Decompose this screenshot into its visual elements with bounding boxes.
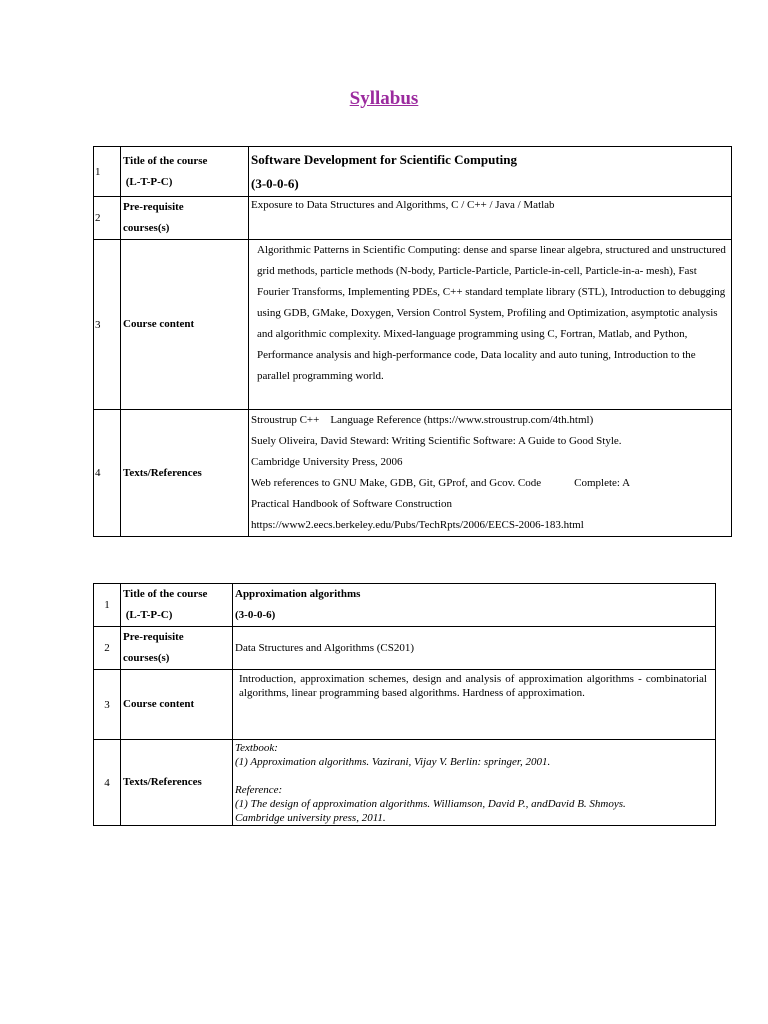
course-table-2 [93, 583, 716, 826]
references [233, 740, 716, 826]
prerequisite-value: Data Structures and Algorithms (CS201) [233, 627, 716, 670]
reference-line: (1) The design of approximation algorithms. Williamson, David P., andDavid B. Shmoys. [235, 798, 626, 810]
row-number: 2 [94, 627, 121, 670]
row-number: 2 [94, 197, 121, 240]
reference-line: Suely Oliveira, David Steward: Writing Scientific Software: A Guide to Good Style. [251, 435, 622, 447]
reference-line: Cambridge university press, 2011. [235, 812, 386, 824]
reference-line: Web references to GNU Make, GDB, Git, GProf, and Gcov. Code Complete: A [251, 477, 631, 489]
row-label [121, 584, 233, 627]
reference-line: Stroustrup C++ Language Reference (https://www.stroustrup.com/4th.html) [251, 414, 594, 426]
table-row [94, 240, 732, 410]
row-label [121, 147, 249, 197]
course-name: Software Development for Scientific Computing [251, 151, 517, 167]
table-row [94, 627, 716, 670]
course-title [249, 147, 732, 197]
course-ltpc: (3-0-0-6) [251, 175, 299, 191]
row-label [121, 197, 249, 240]
reference-line: Practical Handbook of Software Construction [251, 498, 453, 510]
row-label: Texts/References [121, 740, 233, 826]
course-content: Introduction, approximation schemes, design and analysis of approximation algorithms - combinatorial algorithms, linear programming based algorithms. Hardness of approximation. [233, 670, 716, 740]
course-content: Algorithmic Patterns in Scientific Computing: dense and sparse linear algebra, structured and unstructured grid methods, particle methods (N-body, Particle-Particle, Particle-in-cell, Particle-in-a- mesh), Fast Fourier Transforms, Implementing PDEs, C++ standard template library (STL), Introduction to debugging using GDB, GMake, Doxygen, Version Control System, Profiling and Optimization, asymptotic analysis and algorithmic complexity. Mixed-language programming using C, Fortran, Matlab, and Python, Performance analysis and high-performance code, Data locality and auto tuning, Introduction to the parallel programming world. [249, 240, 732, 410]
label-line: (L-T-P-C) [123, 175, 173, 188]
row-label: Texts/References [121, 410, 249, 537]
row-number: 3 [94, 240, 121, 410]
row-label: Course content [121, 670, 233, 740]
reference-spacer [235, 769, 715, 783]
table-row [94, 670, 716, 740]
table-row [94, 410, 732, 537]
label-line: (L-T-P-C) [123, 609, 173, 621]
label-line: courses(s) [123, 652, 170, 664]
table-row [94, 197, 732, 240]
table-row [94, 584, 716, 627]
row-label: Course content [121, 240, 249, 410]
row-label [121, 627, 233, 670]
prerequisite-value: Exposure to Data Structures and Algorithms, C / C++ / Java / Matlab [249, 197, 732, 240]
reference-line: Cambridge University Press, 2006 [251, 456, 403, 468]
label-line: Title of the course [123, 154, 208, 167]
course-table-1 [93, 146, 732, 537]
course-title [233, 584, 716, 627]
row-number: 1 [94, 584, 121, 627]
row-number: 4 [94, 740, 121, 826]
course-ltpc: (3-0-0-6) [235, 609, 276, 621]
label-line: courses(s) [123, 222, 170, 234]
row-number: 4 [94, 410, 121, 537]
table-row [94, 147, 732, 197]
reference-line: https://www2.eecs.berkeley.edu/Pubs/TechRpts/2006/EECS-2006-183.html [251, 519, 584, 531]
row-number: 3 [94, 670, 121, 740]
page-title: Syllabus [349, 88, 419, 109]
course-name: Approximation algorithms [235, 588, 361, 600]
reference-line: Textbook: [235, 742, 278, 754]
references [249, 410, 732, 537]
label-line: Pre-requisite [123, 201, 184, 213]
label-line: Pre-requisite [123, 631, 184, 643]
label-line: Title of the course [123, 588, 208, 600]
table-row [94, 740, 716, 826]
reference-line: (1) Approximation algorithms. Vazirani, Vijay V. Berlin: springer, 2001. [235, 756, 551, 768]
row-number: 1 [94, 147, 121, 197]
reference-line: Reference: [235, 784, 283, 796]
